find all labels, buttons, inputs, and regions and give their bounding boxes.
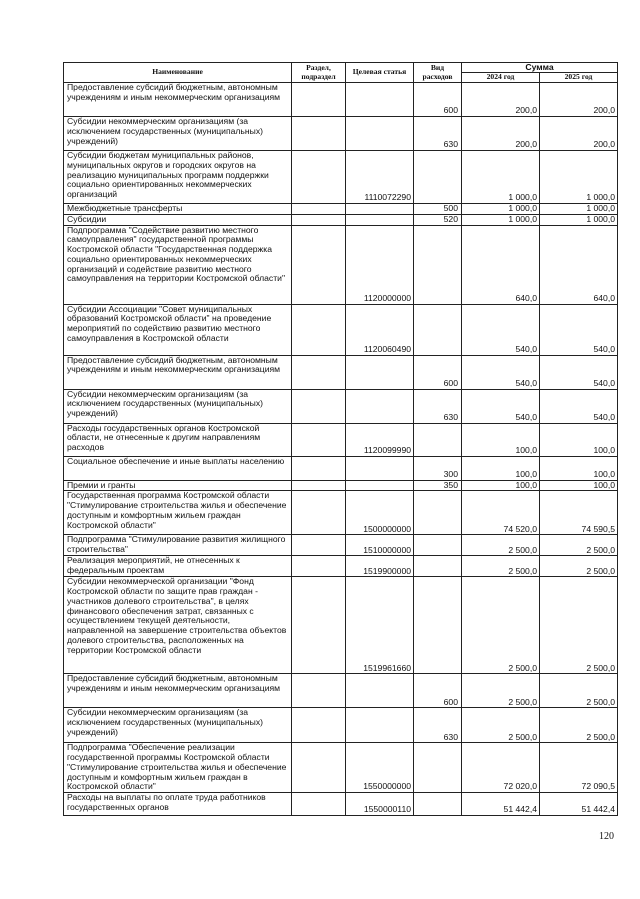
row-expense-kind: 500 — [414, 204, 462, 215]
row-name: Государственная программа Костромской области "Стимулирование строительства жилья и обеспечение доступным и комфортным жильем граждан Костромской области" — [64, 491, 292, 535]
row-expense-kind — [414, 556, 462, 577]
row-amount-2025: 100,0 — [540, 456, 618, 480]
row-amount-2025: 2 500,0 — [540, 535, 618, 556]
table-row — [64, 304, 618, 355]
row-amount-2024: 100,0 — [462, 480, 540, 491]
table-row — [64, 456, 618, 480]
row-amount-2024: 2 500,0 — [462, 674, 540, 708]
row-name: Подпрограмма "Обеспечение реализации государственной программы Костромской области "Стимулирование строительства жилья и обеспечение доступным и комфортным жильем граждан в Костромской области" — [64, 743, 292, 793]
row-section — [292, 355, 346, 389]
row-name: Предоставление субсидий бюджетным, автономным учреждениям и иным некоммерческим организациям — [64, 83, 292, 117]
table-row — [64, 423, 618, 456]
row-section — [292, 577, 346, 674]
row-amount-2025: 2 500,0 — [540, 708, 618, 743]
row-target-code — [346, 204, 414, 215]
row-section — [292, 117, 346, 151]
header-kind: Вид расходов — [414, 63, 462, 83]
row-name: Субсидии Ассоциации "Совет муниципальных образований Костромской области" на проведение мероприятий по содействию развитию местного самоуправления в Костромской области — [64, 304, 292, 355]
table-row — [64, 151, 618, 204]
table-row — [64, 708, 618, 743]
row-amount-2024: 100,0 — [462, 456, 540, 480]
row-target-code: 1120060490 — [346, 304, 414, 355]
row-target-code: 1510000000 — [346, 535, 414, 556]
header-year-2025: 2025 год — [540, 73, 618, 83]
row-amount-2024: 72 020,0 — [462, 743, 540, 793]
table-row — [64, 556, 618, 577]
row-target-code: 1120099990 — [346, 423, 414, 456]
table-row — [64, 355, 618, 389]
row-section — [292, 83, 346, 117]
header-year-2024: 2024 год — [462, 73, 540, 83]
row-amount-2024: 200,0 — [462, 83, 540, 117]
row-amount-2025: 540,0 — [540, 355, 618, 389]
row-name: Предоставление субсидий бюджетным, автономным учреждениям и иным некоммерческим организациям — [64, 674, 292, 708]
row-amount-2025: 540,0 — [540, 389, 618, 423]
row-expense-kind — [414, 743, 462, 793]
header-name: Наименование — [64, 63, 292, 83]
row-amount-2024: 1 000,0 — [462, 151, 540, 204]
row-amount-2025: 100,0 — [540, 480, 618, 491]
row-name: Премии и гранты — [64, 480, 292, 491]
header-target: Целевая статья — [346, 63, 414, 83]
row-section — [292, 225, 346, 304]
row-target-code — [346, 83, 414, 117]
row-amount-2025: 1 000,0 — [540, 214, 618, 225]
row-amount-2024: 540,0 — [462, 355, 540, 389]
row-amount-2024: 540,0 — [462, 304, 540, 355]
row-target-code — [346, 214, 414, 225]
table-row — [64, 491, 618, 535]
row-target-code — [346, 389, 414, 423]
row-expense-kind: 630 — [414, 389, 462, 423]
row-target-code — [346, 355, 414, 389]
header-sum: Сумма — [462, 63, 618, 73]
row-section — [292, 674, 346, 708]
row-target-code — [346, 674, 414, 708]
row-name: Субсидии некоммерческим организациям (за исключением государственных (муниципальных) учреждений) — [64, 389, 292, 423]
table-row — [64, 674, 618, 708]
row-amount-2024: 1 000,0 — [462, 214, 540, 225]
row-name: Субсидии некоммерческим организациям (за исключением государственных (муниципальных) учреждений) — [64, 117, 292, 151]
row-name: Субсидии некоммерческим организациям (за исключением государственных (муниципальных) учреждений) — [64, 708, 292, 743]
row-target-code: 1500000000 — [346, 491, 414, 535]
table-row — [64, 793, 618, 816]
row-expense-kind — [414, 491, 462, 535]
row-name: Субсидии — [64, 214, 292, 225]
row-expense-kind — [414, 225, 462, 304]
table-row — [64, 535, 618, 556]
row-amount-2024: 74 520,0 — [462, 491, 540, 535]
row-target-code: 1519900000 — [346, 556, 414, 577]
row-amount-2025: 1 000,0 — [540, 204, 618, 215]
row-section — [292, 480, 346, 491]
row-section — [292, 535, 346, 556]
row-target-code: 1550000110 — [346, 793, 414, 816]
row-amount-2025: 200,0 — [540, 117, 618, 151]
row-target-code — [346, 456, 414, 480]
row-amount-2025: 640,0 — [540, 225, 618, 304]
row-name: Социальное обеспечение и иные выплаты населению — [64, 456, 292, 480]
row-name: Субсидии некоммерческой организации "Фонд Костромской области по защите прав граждан - участников долевого строительства", в целях финансового обеспечения затрат, связанных с осуществлением текущей деятельности, направленной на завершение строительства объектов долевого строительства, расположенных на территории Костромской области — [64, 577, 292, 674]
row-section — [292, 491, 346, 535]
row-amount-2024: 200,0 — [462, 117, 540, 151]
budget-table — [63, 62, 618, 816]
row-name: Подпрограмма "Содействие развитию местного самоуправления" государственной программы Костромской области "Государственная поддержка социально ориентированных некоммерческих организаций и содействие развитию местного самоуправления на территории Костромской области" — [64, 225, 292, 304]
row-name: Подпрограмма "Стимулирование развития жилищного строительства" — [64, 535, 292, 556]
row-name: Расходы на выплаты по оплате труда работников государственных органов — [64, 793, 292, 816]
row-amount-2025: 2 500,0 — [540, 556, 618, 577]
row-section — [292, 214, 346, 225]
row-target-code — [346, 480, 414, 491]
row-amount-2025: 51 442,4 — [540, 793, 618, 816]
row-target-code: 1550000000 — [346, 743, 414, 793]
row-name: Субсидии бюджетам муниципальных районов, муниципальных округов и городских округов на реализацию муниципальных программ поддержки социально ориентированных некоммерческих организаций — [64, 151, 292, 204]
row-amount-2024: 540,0 — [462, 389, 540, 423]
row-expense-kind: 350 — [414, 480, 462, 491]
row-name: Расходы государственных органов Костромской области, не отнесенные к другим направлениям расходов — [64, 423, 292, 456]
row-name: Межбюджетные трансферты — [64, 204, 292, 215]
row-amount-2025: 200,0 — [540, 83, 618, 117]
table-row — [64, 743, 618, 793]
row-name: Реализация мероприятий, не отнесенных к федеральным проектам — [64, 556, 292, 577]
row-amount-2025: 74 590,5 — [540, 491, 618, 535]
row-section — [292, 743, 346, 793]
row-target-code — [346, 708, 414, 743]
row-expense-kind — [414, 577, 462, 674]
row-section — [292, 423, 346, 456]
table-row — [64, 117, 618, 151]
row-expense-kind — [414, 304, 462, 355]
row-expense-kind: 520 — [414, 214, 462, 225]
table-row — [64, 577, 618, 674]
row-amount-2024: 2 500,0 — [462, 577, 540, 674]
row-expense-kind — [414, 793, 462, 816]
row-target-code: 1519961660 — [346, 577, 414, 674]
row-section — [292, 204, 346, 215]
row-amount-2025: 72 090,5 — [540, 743, 618, 793]
row-amount-2025: 540,0 — [540, 304, 618, 355]
row-amount-2024: 100,0 — [462, 423, 540, 456]
row-expense-kind — [414, 535, 462, 556]
row-amount-2025: 100,0 — [540, 423, 618, 456]
row-expense-kind: 600 — [414, 674, 462, 708]
page-number: 120 — [599, 831, 614, 842]
row-amount-2024: 51 442,4 — [462, 793, 540, 816]
table-row — [64, 83, 618, 117]
row-name: Предоставление субсидий бюджетным, автономным учреждениям и иным некоммерческим организациям — [64, 355, 292, 389]
row-amount-2024: 1 000,0 — [462, 204, 540, 215]
row-expense-kind — [414, 151, 462, 204]
table-row — [64, 480, 618, 491]
row-section — [292, 389, 346, 423]
table-body — [64, 83, 618, 816]
row-section — [292, 708, 346, 743]
row-section — [292, 304, 346, 355]
row-amount-2025: 2 500,0 — [540, 577, 618, 674]
row-section — [292, 151, 346, 204]
table-row — [64, 225, 618, 304]
row-section — [292, 556, 346, 577]
row-expense-kind: 600 — [414, 83, 462, 117]
row-expense-kind: 600 — [414, 355, 462, 389]
row-amount-2024: 2 500,0 — [462, 556, 540, 577]
row-section — [292, 793, 346, 816]
row-amount-2024: 2 500,0 — [462, 535, 540, 556]
row-target-code: 1120000000 — [346, 225, 414, 304]
table-row — [64, 214, 618, 225]
row-section — [292, 456, 346, 480]
row-amount-2025: 1 000,0 — [540, 151, 618, 204]
row-expense-kind: 300 — [414, 456, 462, 480]
header-section: Раздел, подраздел — [292, 63, 346, 83]
row-amount-2025: 2 500,0 — [540, 674, 618, 708]
row-expense-kind — [414, 423, 462, 456]
row-target-code: 1110072290 — [346, 151, 414, 204]
row-amount-2024: 640,0 — [462, 225, 540, 304]
row-target-code — [346, 117, 414, 151]
row-expense-kind: 630 — [414, 117, 462, 151]
row-amount-2024: 2 500,0 — [462, 708, 540, 743]
table-row — [64, 389, 618, 423]
row-expense-kind: 630 — [414, 708, 462, 743]
table-row — [64, 204, 618, 215]
